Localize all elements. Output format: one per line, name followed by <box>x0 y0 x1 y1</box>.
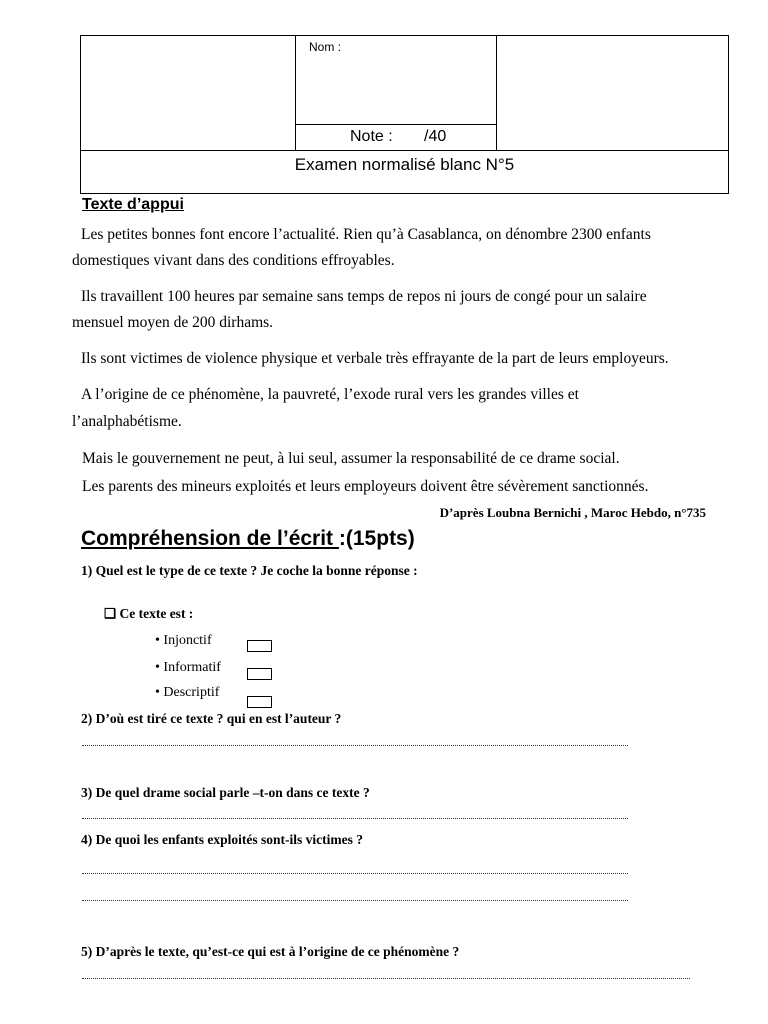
comprehension-title-text: Compréhension de l’écrit <box>81 527 339 550</box>
text-line: l’analphabétisme. <box>72 413 182 430</box>
answer-line[interactable] <box>82 873 628 874</box>
question-1: 1) Quel est le type de ce texte ? Je coche la bonne réponse : <box>81 563 418 578</box>
name-label: Nom : <box>309 40 342 54</box>
checkbox-informatif[interactable] <box>247 668 272 680</box>
text-line: A l’origine de ce phénomène, la pauvreté, l’exode rural vers les grandes villes et <box>81 386 579 403</box>
question-3: 3) De quel drame social parle –t-on dans ce texte ? <box>81 785 370 800</box>
question-5: 5) D’après le texte, qu’est-ce qui est à l’origine de ce phénomène ? <box>81 944 460 959</box>
answer-line[interactable] <box>82 745 628 746</box>
exam-title: Examen normalisé blanc N°5 <box>294 155 515 174</box>
support-text-title: Texte d’appui <box>82 196 184 213</box>
checkbox-descriptif[interactable] <box>247 696 272 708</box>
answer-line[interactable] <box>82 818 628 819</box>
header-divider <box>295 124 497 125</box>
text-line: Mais le gouvernement ne peut, à lui seul, assumer la responsabilité de ce drame social. <box>82 450 620 467</box>
note-label: Note : <box>350 128 393 145</box>
text-line: Les parents des mineurs exploités et leurs employeurs doivent être sévèrement sanctionnés. <box>82 478 649 495</box>
text-line: Ils travaillent 100 heures par semaine sans temps de repos ni jours de congé pour un salaire <box>81 288 647 305</box>
question-2: 2) D’où est tiré ce texte ? qui en est l’auteur ? <box>81 711 342 726</box>
checkbox-injonctif[interactable] <box>247 640 272 652</box>
text-line: Ils sont victimes de violence physique et verbale très effrayante de la part de leurs employeurs. <box>81 350 669 367</box>
text-line: Les petites bonnes font encore l’actualité. Rien qu’à Casablanca, on dénombre 2300 enfants <box>81 226 651 243</box>
note-max: /40 <box>424 128 447 145</box>
comprehension-title <box>81 527 415 551</box>
question-4: 4) De quoi les enfants exploités sont-ils victimes ? <box>81 832 363 847</box>
text-source: D’après Loubna Bernichi , Maroc Hebdo, n°735 <box>439 505 706 520</box>
question-1-lead: ❑ Ce texte est : <box>104 606 194 621</box>
text-line: mensuel moyen de 200 dirhams. <box>72 314 274 331</box>
option-label: • Injonctif <box>155 633 212 648</box>
header-divider <box>80 150 729 151</box>
option-label: • Informatif <box>155 660 221 675</box>
comprehension-points: :(15pts) <box>338 527 415 550</box>
header-divider <box>496 35 497 151</box>
answer-line[interactable] <box>82 900 628 901</box>
option-label: • Descriptif <box>155 685 220 700</box>
answer-line[interactable] <box>82 978 690 979</box>
text-line: domestiques vivant dans des conditions effroyables. <box>72 252 395 269</box>
header-divider <box>295 35 296 151</box>
